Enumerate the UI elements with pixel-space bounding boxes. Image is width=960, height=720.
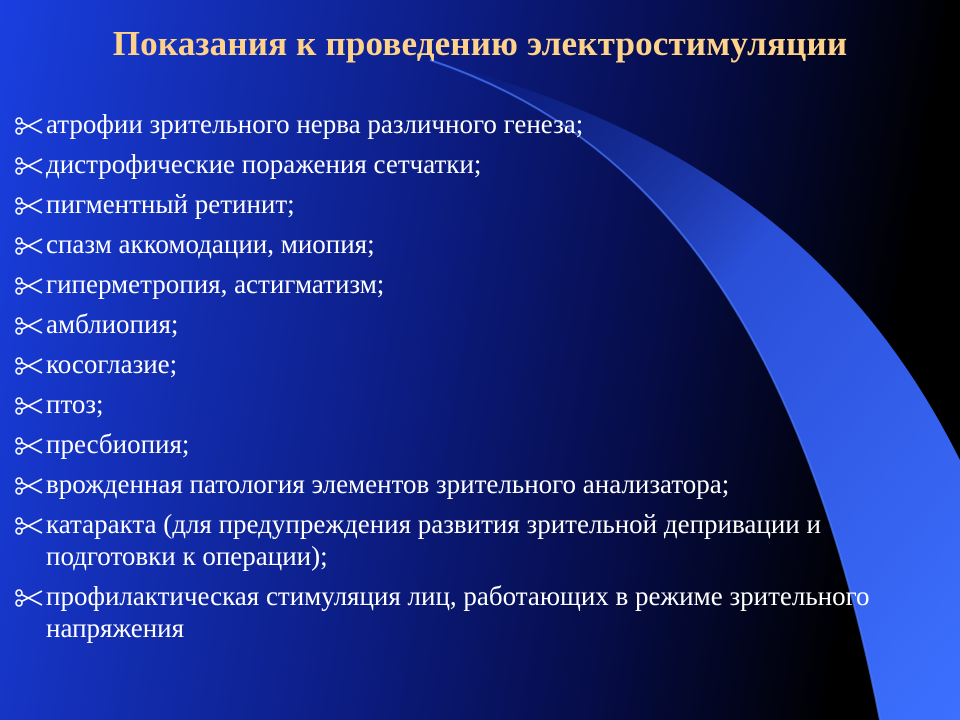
list-item-text: атрофии зрительного нерва различного генеза; [46, 109, 584, 139]
list-item [12, 580, 942, 644]
list-item [12, 348, 942, 380]
scissors-icon [14, 196, 44, 216]
list-item [12, 108, 942, 140]
list-item-text: дистрофические поражения сетчатки; [46, 149, 482, 179]
scissors-icon [14, 316, 44, 336]
list-item [12, 468, 942, 500]
scissors-icon [14, 396, 44, 416]
list-item-text: гиперметропия, астигматизм; [46, 269, 385, 299]
scissors-icon [14, 156, 44, 176]
scissors-icon [14, 436, 44, 456]
indications-list [12, 108, 942, 652]
list-item [12, 188, 942, 220]
list-item-text: птоз; [46, 389, 104, 419]
list-item [12, 268, 942, 300]
scissors-icon [14, 116, 44, 136]
list-item-text: амблиопия; [46, 309, 179, 339]
scissors-icon [14, 276, 44, 296]
scissors-icon [14, 476, 44, 496]
list-item [12, 428, 942, 460]
list-item-text: косоглазие; [46, 349, 178, 379]
list-item [12, 148, 942, 180]
scissors-icon [14, 588, 44, 608]
scissors-icon [14, 356, 44, 376]
list-item [12, 228, 942, 260]
list-item-text: профилактическая стимуляция лиц, работающих в режиме зрительного напряжения [46, 581, 870, 643]
scissors-icon [14, 516, 44, 536]
list-item [12, 308, 942, 340]
scissors-icon [14, 236, 44, 256]
slide-title: Показания к проведению электростимуляции [112, 24, 848, 63]
list-item-text: пигментный ретинит; [46, 189, 295, 219]
list-item-text: врожденная патология элементов зрительного анализатора; [46, 469, 730, 499]
list-item [12, 508, 942, 572]
list-item [12, 388, 942, 420]
list-item-text: катаракта (для предупреждения развития зрительной депривации и подготовки к операции); [46, 509, 821, 571]
list-item-text: пресбиопия; [46, 429, 190, 459]
list-item-text: спазм аккомодации, миопия; [46, 229, 375, 259]
